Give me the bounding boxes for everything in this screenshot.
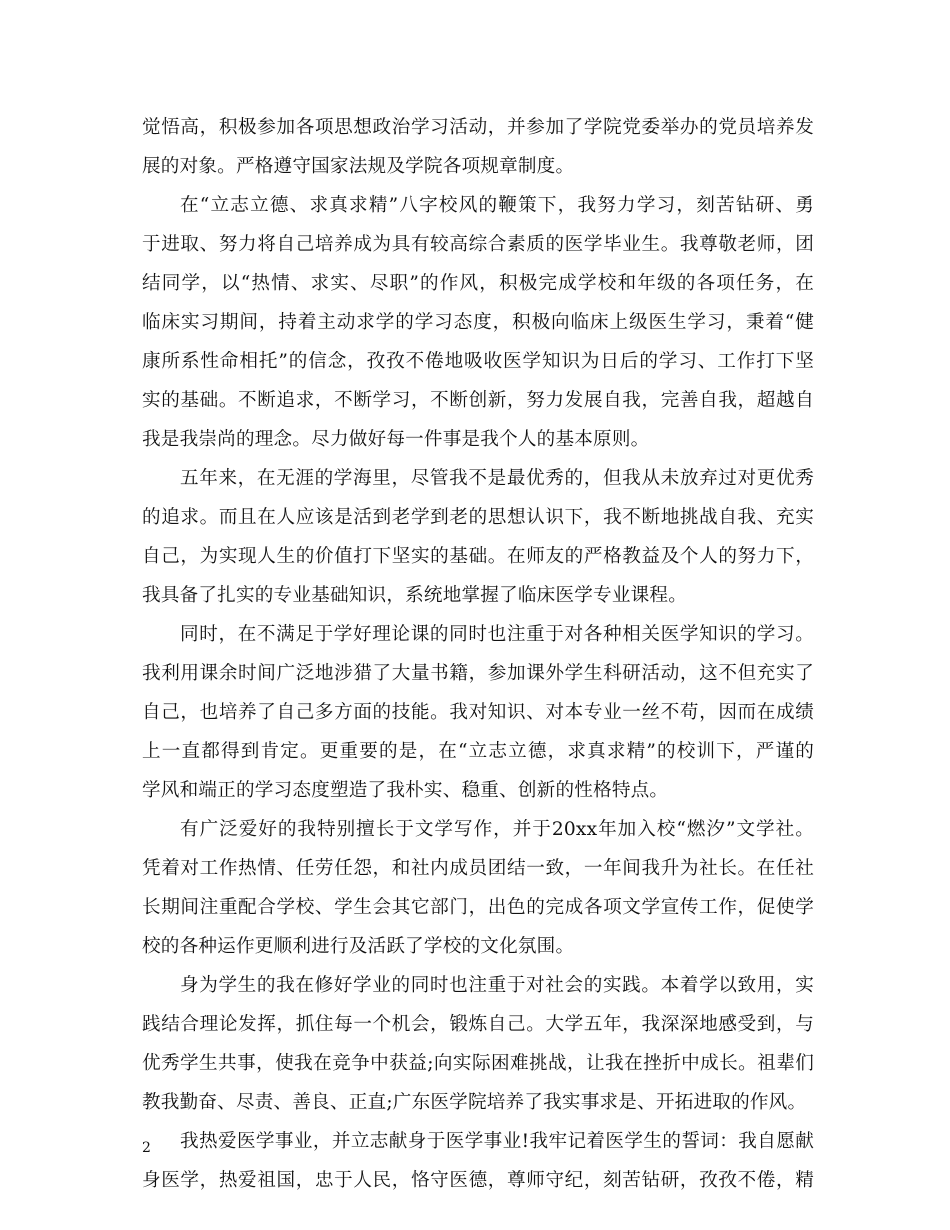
text-line: 展的对象。严格遵守国家法规及学院各项规章制度。 <box>142 156 575 177</box>
text-line: 自己，也培养了自己多方面的技能。我对知识、对本专业一丝不苟，因而在成绩 <box>142 702 814 723</box>
paragraph <box>142 615 814 810</box>
text-line: 五年来，在无涯的学海里，尽管我不是最优秀的，但我从未放弃过对更优秀 <box>180 468 814 489</box>
text-line: 我利用课余时间广泛地涉猎了大量书籍，参加课外学生科研活动，这不但充实了 <box>142 663 814 684</box>
text-line: 康所系性命相托”的信念，孜孜不倦地吸收医学知识为日后的学习、工作打下坚 <box>142 351 814 372</box>
text-line: 我热爱医学事业，并立志献身于医学事业!我牢记着医学生的誓词：我自愿献 <box>180 1131 814 1152</box>
paragraph <box>142 1122 814 1200</box>
text-line: 同时，在不满足于学好理论课的同时也注重于对各种相关医学知识的学习。 <box>180 624 814 645</box>
text-line: 于进取、努力将自己培养成为具有较高综合素质的医学毕业生。我尊敬老师，团 <box>142 234 814 255</box>
text-line: 实的基础。不断追求，不断学习，不断创新，努力发展自我，完善自我，超越自 <box>142 390 814 411</box>
page-number: 2 <box>142 1140 151 1156</box>
text-line: 身为学生的我在修好学业的同时也注重于对社会的实践。本着学以致用，实 <box>180 975 814 996</box>
text-line: 我具备了扎实的专业基础知识，系统地掌握了临床医学专业课程。 <box>142 585 688 606</box>
text-line: 践结合理论发挥，抓住每一个机会，锻炼自己。大学五年，我深深地感受到，与 <box>142 1014 814 1035</box>
text-line: 教我勤奋、尽责、善良、正直;广东医学院培养了我实事求是、开拓进取的作风。 <box>142 1092 807 1113</box>
text-line: 自己，为实现人生的价值打下坚实的基础。在师友的严格教益及个人的努力下， <box>142 546 814 567</box>
text-line: 上一直都得到肯定。更重要的是，在“立志立德，求真求精”的校训下，严谨的 <box>142 741 814 762</box>
text-line: 的追求。而且在人应该是活到老学到老的思想认识下，我不断地挑战自我、充实 <box>142 507 814 528</box>
text-line: 结同学，以“热情、求实、尽职”的作风，积极完成学校和年级的各项任务，在 <box>142 273 814 294</box>
paragraph <box>142 966 814 1122</box>
paragraph <box>142 459 814 615</box>
text-line: 学风和端正的学习态度塑造了我朴实、稳重、创新的性格特点。 <box>142 780 669 801</box>
text-line: 我是我崇尚的理念。尽力做好每一件事是我个人的基本原则。 <box>142 429 650 450</box>
paragraph <box>142 186 814 459</box>
text-line: 校的各种运作更顺利进行及活跃了学校的文化氛围。 <box>142 936 575 957</box>
text-line: 觉悟高，积极参加各项思想政治学习活动，并参加了学院党委举办的党员培养发 <box>142 117 814 138</box>
text-line: 有广泛爱好的我特别擅长于文学写作，并于20xx年加入校“燃汐”文学社。 <box>180 819 814 840</box>
text-line: 长期间注重配合学校、学生会其它部门，出色的完成各项文学宣传工作，促使学 <box>142 897 814 918</box>
text-line: 临床实习期间，持着主动求学的学习态度，积极向临床上级医生学习，秉着“健 <box>142 312 814 333</box>
paragraph <box>142 108 814 186</box>
text-line: 身医学，热爱祖国，忠于人民，恪守医德，尊师守纪，刻苦钻研，孜孜不倦，精 <box>142 1170 814 1191</box>
text-line: 凭着对工作热情、任劳任怨，和社内成员团结一致，一年间我升为社长。在任社 <box>142 858 814 879</box>
text-line: 优秀学生共事，使我在竞争中获益;向实际困难挑战，让我在挫折中成长。祖辈们 <box>142 1053 814 1074</box>
paragraph <box>142 810 814 966</box>
body-text <box>142 108 814 1200</box>
text-line: 在“立志立德、求真求精”八字校风的鞭策下，我努力学习，刻苦钻研、勇 <box>180 195 814 216</box>
